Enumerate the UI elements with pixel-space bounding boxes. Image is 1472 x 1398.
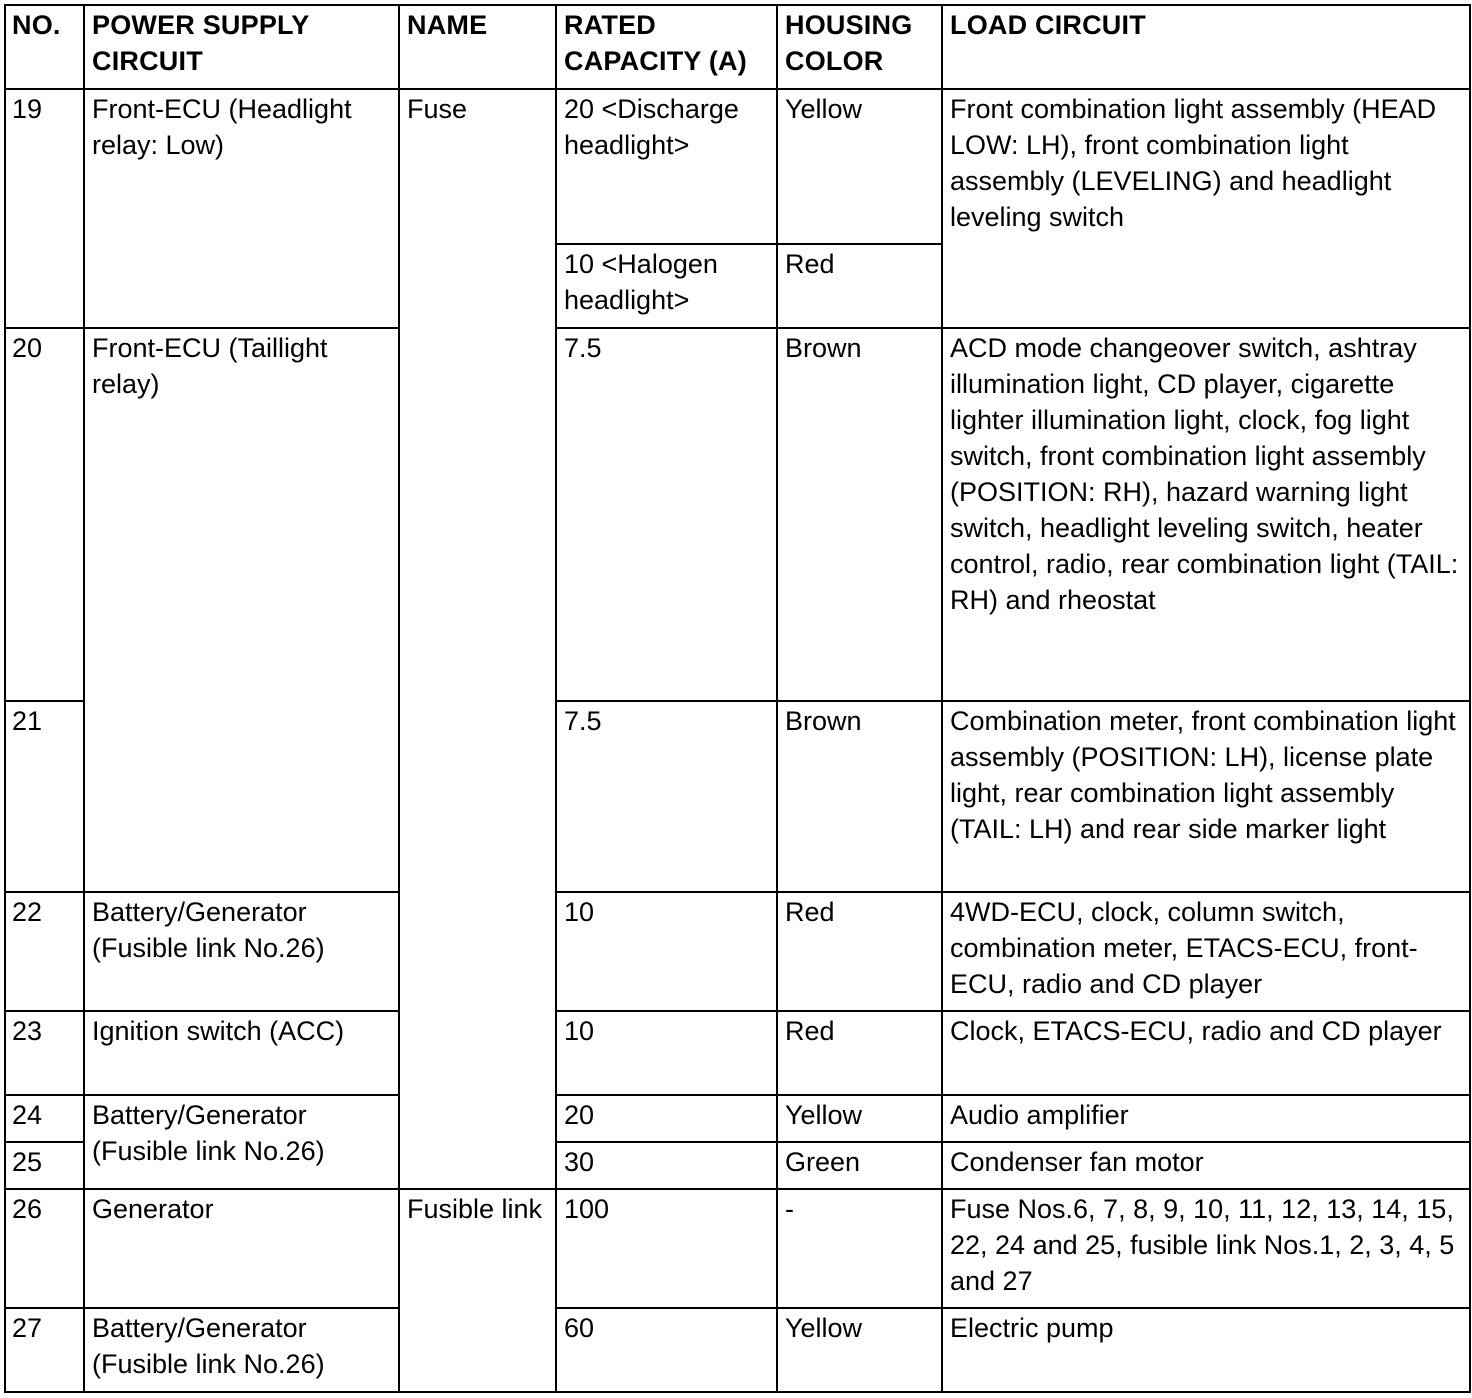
cell-rated-capacity: 10 — [556, 892, 777, 1011]
cell-power-supply: Generator — [84, 1189, 399, 1308]
cell-load-circuit: 4WD-ECU, clock, column switch, combination meter, ETACS-ECU, front-ECU, radio and CD player — [942, 892, 1470, 1011]
cell-housing-color: Yellow — [777, 1308, 942, 1392]
cell-housing-color: Brown — [777, 701, 942, 892]
cell-rated-capacity: 100 — [556, 1189, 777, 1308]
cell-load-circuit: ACD mode changeover switch, ashtray illumination light, CD player, cigarette lighter illumination light, clock, fog light switch, front combination light assembly (POSITION: RH), hazard warning light switch, headlight leveling switch, heater control, radio, rear combination light (TAIL: RH) and rheostat — [942, 328, 1470, 701]
header-no: NO. — [5, 5, 84, 89]
cell-power-supply: Battery/Generator (Fusible link No.26) — [84, 1308, 399, 1392]
cell-housing-color: Red — [777, 244, 942, 328]
header-housing-color: HOUSING COLOR — [777, 5, 942, 89]
header-load-circuit: LOAD CIRCUIT — [942, 5, 1470, 89]
cell-load-circuit: Audio amplifier — [942, 1095, 1470, 1142]
cell-housing-color: Red — [777, 1011, 942, 1095]
cell-no: 20 — [5, 328, 84, 701]
cell-no: 22 — [5, 892, 84, 1011]
header-name: NAME — [399, 5, 556, 89]
cell-load-circuit: Fuse Nos.6, 7, 8, 9, 10, 11, 12, 13, 14, 15, 22, 24 and 25, fusible link Nos.1, 2, 3, 4, 5 and 27 — [942, 1189, 1470, 1308]
table-row — [5, 328, 1470, 701]
cell-rated-capacity: 30 — [556, 1142, 777, 1189]
fuse-specification-table — [4, 4, 1471, 1393]
cell-name: Fusible link — [399, 1189, 556, 1392]
cell-housing-color: Yellow — [777, 89, 942, 244]
cell-load-circuit: Front combination light assembly (HEAD LOW: LH), front combination light assembly (LEVELING) and headlight leveling switch — [942, 89, 1470, 328]
cell-load-circuit: Electric pump — [942, 1308, 1470, 1392]
cell-rated-capacity: 7.5 — [556, 328, 777, 701]
cell-load-circuit: Condenser fan motor — [942, 1142, 1470, 1189]
cell-housing-color: Green — [777, 1142, 942, 1189]
header-rated-capacity: RATED CAPACITY (A) — [556, 5, 777, 89]
cell-housing-color: Red — [777, 892, 942, 1011]
header-power-supply-circuit: POWER SUPPLY CIRCUIT — [84, 5, 399, 89]
table-header-row — [5, 5, 1470, 89]
cell-power-supply: Front-ECU (Headlight relay: Low) — [84, 89, 399, 328]
table-row — [5, 1189, 1470, 1308]
cell-rated-capacity: 10 <Halogen headlight> — [556, 244, 777, 328]
table-row — [5, 1011, 1470, 1095]
cell-no: 25 — [5, 1142, 84, 1189]
cell-housing-color: Brown — [777, 328, 942, 701]
cell-rated-capacity: 20 <Discharge headlight> — [556, 89, 777, 244]
cell-power-supply: Ignition switch (ACC) — [84, 1011, 399, 1095]
cell-no: 26 — [5, 1189, 84, 1308]
table-row — [5, 89, 1470, 244]
table-row — [5, 1308, 1470, 1392]
cell-no: 19 — [5, 89, 84, 328]
table-row — [5, 1095, 1470, 1142]
cell-power-supply: Battery/Generator (Fusible link No.26) — [84, 1095, 399, 1189]
cell-rated-capacity: 20 — [556, 1095, 777, 1142]
cell-rated-capacity: 10 — [556, 1011, 777, 1095]
cell-load-circuit: Combination meter, front combination light assembly (POSITION: LH), license plate light, rear combination light assembly (TAIL: LH) and rear side marker light — [942, 701, 1470, 892]
cell-no: 23 — [5, 1011, 84, 1095]
cell-no: 21 — [5, 701, 84, 892]
cell-power-supply: Battery/Generator (Fusible link No.26) — [84, 892, 399, 1011]
cell-housing-color: - — [777, 1189, 942, 1308]
cell-load-circuit: Clock, ETACS-ECU, radio and CD player — [942, 1011, 1470, 1095]
cell-housing-color: Yellow — [777, 1095, 942, 1142]
cell-name: Fuse — [399, 89, 556, 1189]
cell-no: 24 — [5, 1095, 84, 1142]
cell-power-supply: Front-ECU (Taillight relay) — [84, 328, 399, 892]
table-row — [5, 892, 1470, 1011]
cell-rated-capacity: 7.5 — [556, 701, 777, 892]
cell-rated-capacity: 60 — [556, 1308, 777, 1392]
cell-no: 27 — [5, 1308, 84, 1392]
